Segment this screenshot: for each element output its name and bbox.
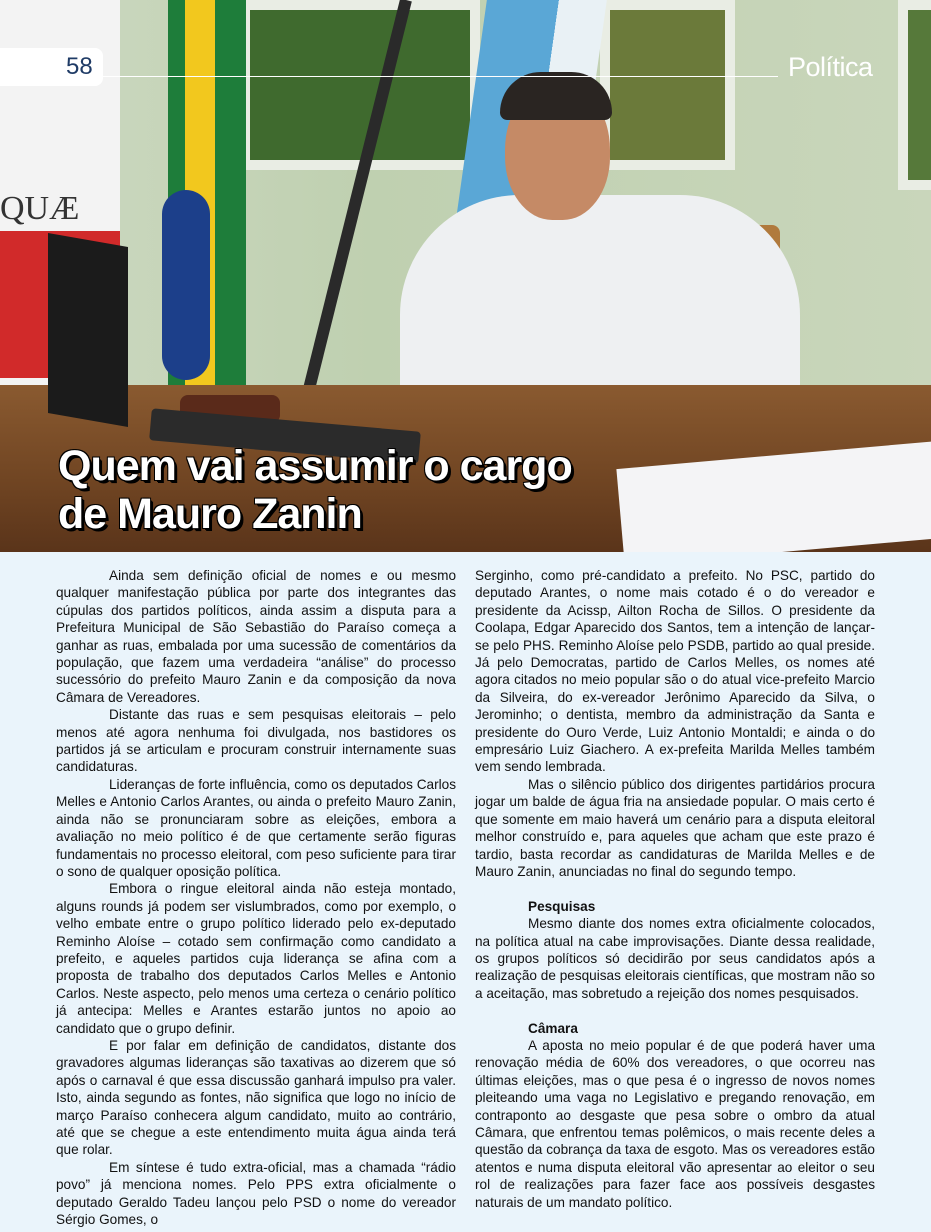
window xyxy=(600,0,735,170)
paragraph: Lideranças de forte influência, como os deputados Carlos Melles e Antonio Carlos Arantes, ou ainda o prefeito Mauro Zanin, ainda não se pronunciaram sobre as eleições, embora a avaliação no meio político é de que certamente serão figuras fundamentais no processo eleitoral, com peso suficiente para tirar o sono de qualquer oposição política. xyxy=(56,776,456,879)
article-headline xyxy=(58,442,658,538)
paragraph: Embora o ringue eleitoral ainda não esteja montado, alguns rounds já podem ser vislumbrados, como por exemplo, o velho embate entre o grupo político liderado pelo ex-deputado Reminho Aloíse – cotado sem confirmação como candidato a prefeito, e aqueles partidos cuja liderança se afina com a proposta de trabalho dos deputados Carlos Melles e Antonio Carlos. Neste aspecto, pelo menos uma certeza o cenário político já antecipa: Melles e Arantes estarão juntos no apoio ao candidato que o grupo definir. xyxy=(56,881,456,1036)
section-title: Política xyxy=(788,52,873,82)
paragraph: Mesmo diante dos nomes extra oficialmente colocados, na política atual na cabe improvisações. Diante dessa realidade, os grupos políticos só decidirão por seus candidatos após a realização de pesquisas eleitorais científicas, que mostram não so a aceitação, mas sobretudo a rejeição dos nomes pesquisados. xyxy=(475,916,875,1001)
paragraph: Mas o silêncio público dos dirigentes partidários procura jogar um balde de água fria na ansiedade popular. O mais certo é que somente em maio haverá um cenário para a disputa eleitoral melhor construído e, para aqueles que acham que este prazo é tardio, basta recordar as candidaturas de Marilda Melles e de Mauro Zanin, anunciadas no final do segundo tempo. xyxy=(475,776,875,879)
monitor xyxy=(48,233,128,427)
window xyxy=(898,0,931,190)
paragraph: Serginho, como pré-candidato a prefeito. No PSC, partido do deputado Arantes, o nome mais cotado é o do vereador e presidente da Acissp, Ailton Rocha de Sillos. O presidente da Coolapa, Edgar Aparecido dos Santos, tem a intenção de lançar-se pelo PHS. Reminho Aloíse pelo PSDB, partido ao qual preside. Já pelo Democratas, partido de Carlos Melles, os nomes até agora citados no meio popular são o do atual vice-prefeito Marcio da Silveira, do ex-vereador Jerônimo Aparecido da Silva, o Jerominho; o dentista, membro da administração da Santa e presidente do Ouro Verde, Luiz Antonio Montaldi; e ainda o do empresário Luiz Giachero. A ex-prefeita Marilda Melles também vem sendo lembrada. xyxy=(475,568,875,775)
paragraph: E por falar em definição de candidatos, distante dos gravadores algumas lideranças são taxativas ao dizerem que só após o carnaval é que essa discussão ganhará impulso pra valer. Isto, ainda segundo as fontes, não significa que logo no início de março Paraíso conhecera algum candidato, muito ao contrário, até que se chegue a este entendimento muita água ainda terá que rolar. xyxy=(56,1037,456,1158)
paragraph: Distante das ruas e sem pesquisas eleitorais – pelo menos até agora nenhuma foi divulgada, nos bastidores os partidos já se articulam e procuram construir internamente suas candidaturas. xyxy=(56,707,456,775)
person-hair xyxy=(500,72,612,120)
header-rule xyxy=(103,76,778,77)
subheading-pesquisas: Pesquisas xyxy=(528,898,596,914)
window xyxy=(240,0,480,170)
headline-line-2: de Mauro Zanin xyxy=(58,490,362,538)
page-number: 58 xyxy=(66,53,93,80)
brazil-flag xyxy=(168,0,246,395)
flag-text: QUÆ xyxy=(0,190,80,227)
headline-line-1: Quem vai assumir o cargo xyxy=(58,442,572,490)
article-column-left xyxy=(56,567,456,1228)
subheading-camara: Câmara xyxy=(528,1020,578,1036)
paragraph: A aposta no meio popular é de que poderá haver uma renovação média de 60% dos vereadores, o que ocorreu nas últimas eleições, mas o que pesa é o ingresso de novos nomes pleiteando uma vaga no Legislativo e pregando renovação, em contraponto ao desgaste que pesa sobre o ombro da atual Câmara, que enfrentou temas polêmicos, o mais recente deles a questão da cobrança da taxa de esgoto. Mas os vereadores estão atentos e numa disputa eleitoral vão apresentar ao eleitor o seu rol de realizações para fazer face aos possíveis desgastes naturais de um mandato político. xyxy=(475,1037,875,1210)
paragraph: Ainda sem definição oficial de nomes e ou mesmo qualquer manifestação pública por parte dos integrantes das cúpulas dos partidos políticos, ainda assim a disputa para a Prefeitura Municipal de São Sebastião do Paraíso começa a ganhar as ruas, embalada por uma sucessão de comentários da população, que fazem uma verdadeira “análise” do processo sucessório do prefeito Mauro Zanin e da composição da nova Câmara de Vereadores. xyxy=(56,568,456,705)
paragraph: Em síntese é tudo extra-oficial, mas a chamada “rádio povo” já menciona nomes. Pelo PPS extra oficialmente o deputado Geraldo Tadeu lançou pelo PSD o nome do vereador Sérgio Gomes, o xyxy=(56,1159,456,1228)
article-column-right xyxy=(475,567,875,1211)
